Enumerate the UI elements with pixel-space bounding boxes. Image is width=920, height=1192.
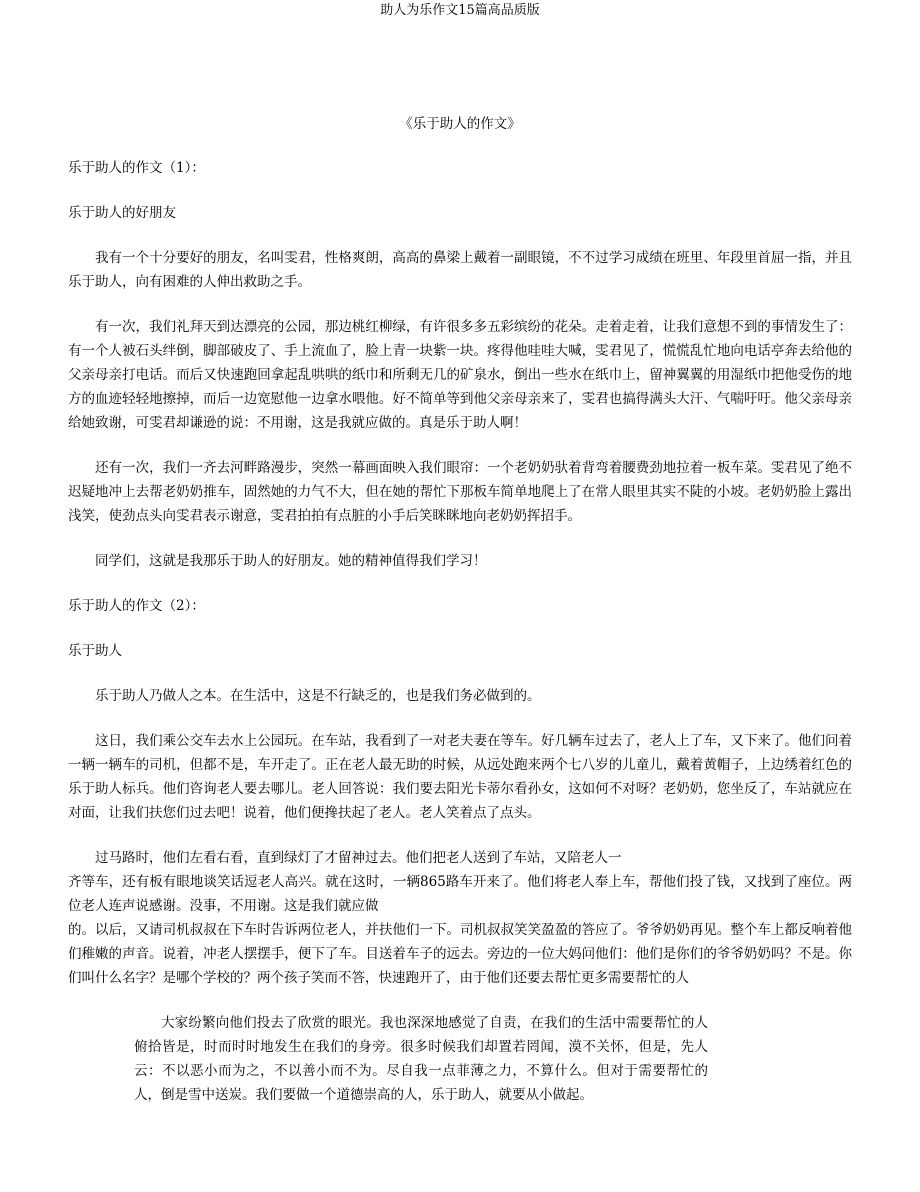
essay-2-paragraph-1: 乐于助人乃做人之本。在生活中，这是不行缺乏的，也是我们务必做到的。 [95,688,541,704]
document-title: 《乐于助人的作文》 [399,116,521,132]
essay-1-paragraph-2: 有一次，我们礼拜天到达漂亮的公园，那边桃红柳绿，有许很多多五彩缤纷的花朵。走着走着，让我们意想不到的事情发生了：有一个人被石头绊倒，脚部破皮了、手上流血了，脸上青一块紫一块。疼得他哇哇大喊，雯君见了，慌慌乱忙地向电话亭奔去给他的父亲母亲打电话。而后又快速跑回拿起乱哄哄的纸巾和所剩无几的矿泉水，倒出一些水在纸巾上，留神翼翼的用湿纸巾把他受伤的地方的血迹轻轻地擦掉，而后一边宽慰他一边拿水喂他。好不简单等到他父亲母亲来了，雯君也搞得满头大汗、气喘吁吁。他父亲母亲给她致谢，可雯君却谦逊的说：不用谢，这是我就应做的。真是乐于助人啊！ [68,319,852,431]
essay-2-paragraph-3-line-2: 齐等车，还有板有眼地谈笑话逗老人高兴。就在这时，一辆865路车开来了。他们将老人奉上车，帮他们投了钱，又找到了座位。两位老人连声说感谢。没事，不用谢。这是我们就应做 [68,874,852,914]
essay-1-label: 乐于助人的作文（1）： [68,160,205,176]
essay-1-paragraph-1: 我有一个十分要好的朋友，名叫雯君，性格爽朗，高高的鼻梁上戴着一副眼镜，不不过学习成绩在班里、年段里首屈一指，并且乐于助人，向有困难的人伸出救助之手。 [68,250,852,290]
page-header-title: 助人为乐作文15篇高品质版 [380,3,540,18]
essay-1-title: 乐于助人的好朋友 [68,205,176,221]
essay-2-quote-paragraph: 大家纷繁向他们投去了欣赏的眼光。我也深深地感觉了自责，在我们的生活中需要帮忙的人俯拾皆是，时而时时地发生在我们的身旁。很多时候我们却置若罔闻，漠不关怀，但是，先人云：不以恶小而为之，不以善小而不为。尽自我一点菲薄之力，不算什么。但对于需要帮忙的人，倒是雪中送炭。我们要做一个道德崇高的人，乐于助人，就要从小做起。 [134,1015,708,1103]
essay-2-label: 乐于助人的作文（2）： [68,598,205,614]
essay-2-paragraph-2: 这日，我们乘公交车去水上公园玩。在车站，我看到了一对老夫妻在等车。好几辆车过去了，老人上了车，又下来了。他们问着一辆一辆车的司机，但都不是，车开走了。正在老人最无助的时候，从远处跑来两个七八岁的儿童儿，戴着黄帽子，上边绣着红色的乐于助人标兵。他们咨询老人要去哪儿。老人回答说：我们要去阳光卡蒂尔看孙女，这如何不对呀？老奶奶，您坐反了，车站就应在对面，让我们扶您们过去吧！说着，他们便搀扶起了老人。老人笑着点了点头。 [68,733,852,821]
essay-1-paragraph-4: 同学们，这就是我那乐于助人的好朋友。她的精神值得我们学习！ [95,553,487,569]
essay-2-title: 乐于助人 [68,643,122,659]
document-body [68,112,852,1107]
essay-2-paragraph-3-line-1: 过马路时，他们左看右看，直到绿灯了才留神过去。他们把老人送到了车站，又陪老人一 [95,850,622,866]
essay-1-paragraph-3: 还有一次，我们一齐去河畔路漫步，突然一幕画面映入我们眼帘：一个老奶奶驮着背弯着腰费劲地拉着一板车菜。雯君见了绝不迟疑地冲上去帮老奶奶推车，固然她的力气不大，但在她的帮忙下那板车简单地爬上了在常人眼里其实不陡的小坡。老奶奶脸上露出浅笑，使劲点头向雯君表示谢意，雯君拍拍有点脏的小手后笑眯眯地向老奶奶挥招手。 [68,460,852,524]
essay-2-paragraph-3-line-3: 的。以后，又请司机叔叔在下车时告诉两位老人，并扶他们一下。司机叔叔笑笑盈盈的答应了。爷爷奶奶再见。整个车上都反响着他们稚嫩的声音。说着，冲老人摆摆手，便下了车。目送着车子的远去。旁边的一位大妈问他们：他们是你们的爷爷奶奶吗？不是。你们叫什么名字？是哪个学校的？两个孩子笑而不答，快速跑开了，由于他们还要去帮忙更多需要帮忙的人 [68,922,852,986]
